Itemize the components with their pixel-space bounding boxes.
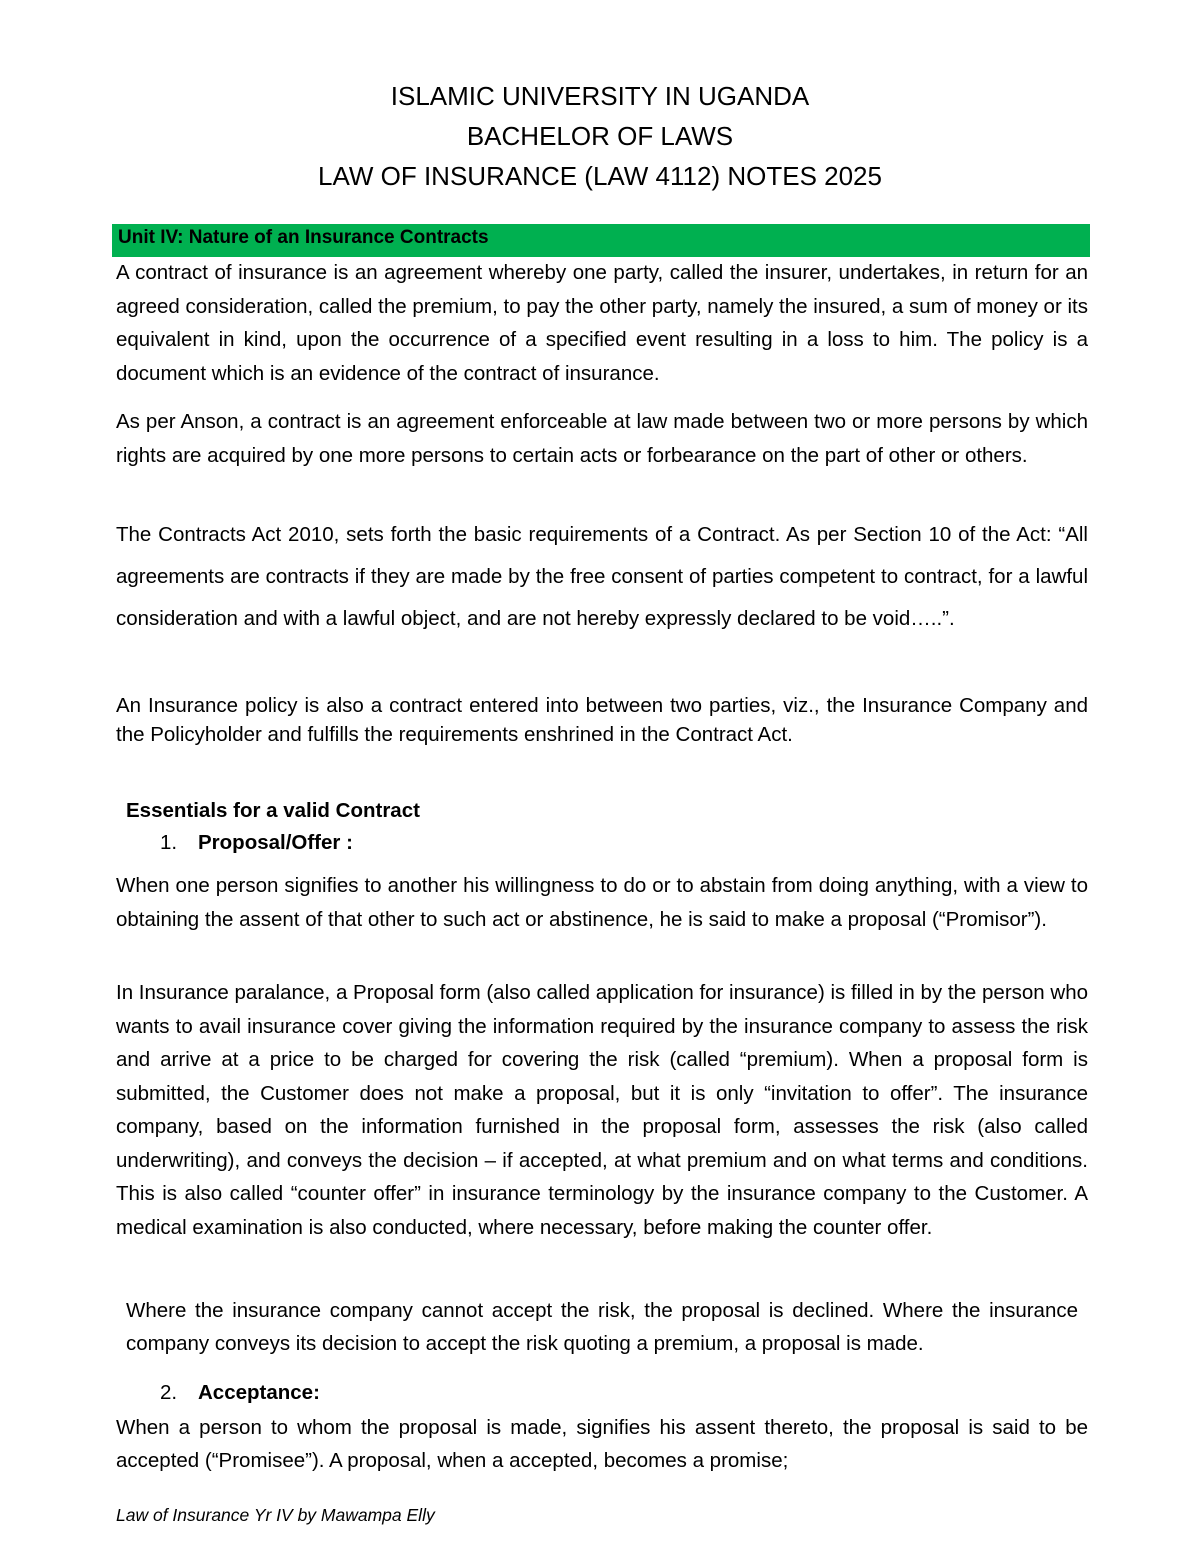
list-number: 1. — [160, 831, 178, 854]
paragraph-proposal-declined: Where the insurance company cannot accept the risk, the proposal is declined. Where the insurance company conveys its decision to accept the risk quoting a premium, a proposal is made. — [126, 1299, 1078, 1355]
list-label: Proposal/Offer : — [198, 831, 353, 854]
list-label: Acceptance: — [198, 1381, 320, 1404]
list-item-acceptance — [160, 1378, 320, 1408]
program-name: BACHELOR OF LAWS — [466, 121, 734, 151]
list-number: 2. — [160, 1381, 178, 1404]
university-name: ISLAMIC UNIVERSITY IN UGANDA — [390, 81, 810, 111]
paragraph-anson: As per Anson, a contract is an agreement enforceable at law made between two or more persons by which rights are acquired by one more persons to certain acts or forbearance on the part of other or others. — [116, 410, 1088, 467]
paragraph-definition: A contract of insurance is an agreement whereby one party, called the insurer, undertakes, in return for an agreed consideration, called the premium, to pay the other party, namely the insured, a sum of money or its equivalent in kind, upon the occurrence of a specified event resulting in a loss to him. The policy is a document which is an evidence of the contract of insurance. — [116, 261, 1088, 385]
document-header — [0, 76, 1200, 196]
unit-heading: Unit IV: Nature of an Insurance Contracts — [112, 224, 1090, 257]
paragraph-proposal-insurance: In Insurance paralance, a Proposal form (also called application for insurance) is filled in by the person who wants to avail insurance cover giving the information required by the insurance company to assess the risk and arrive at a price to be charged for covering the risk (called “premium). When a proposal form is submitted, the Customer does not make a proposal, but it is only “invitation to offer”. The insurance company, based on the information furnished in the proposal form, assesses the risk (also called underwriting), and conveys the decision – if accepted, at what premium and on what terms and conditions. This is also called “counter offer” in insurance terminology by the insurance company to the Customer. A medical examination is also conducted, where necessary, before making the counter offer. — [116, 981, 1088, 1239]
paragraph-insurance-policy: An Insurance policy is also a contract entered into between two parties, viz., the Insurance Company and the Policyholder and fulfills the requirements enshrined in the Contract Act. — [116, 694, 1088, 746]
page-footer: Law of Insurance Yr IV by Mawampa Elly — [116, 1505, 435, 1525]
paragraph-acceptance: When a person to whom the proposal is made, signifies his assent thereto, the proposal is said to be accepted (“Promisee”). A proposal, when a accepted, becomes a promise; — [116, 1416, 1088, 1472]
essentials-heading: Essentials for a valid Contract — [126, 799, 420, 822]
paragraph-contracts-act: The Contracts Act 2010, sets forth the basic requirements of a Contract. As per Section 10 of the Act: “All agreements are contracts if they are made by the free consent of parties competent to contract, for a lawful consideration and with a lawful object, and are not hereby expressly declared to be void…..”. — [116, 523, 1088, 630]
course-title: LAW OF INSURANCE (LAW 4112) NOTES 2025 — [318, 161, 882, 191]
list-item-proposal — [160, 828, 353, 858]
paragraph-proposal-definition: When one person signifies to another his willingness to do or to abstain from doing anything, with a view to obtaining the assent of that other to such act or abstinence, he is said to make a proposal (“Promisor”). — [116, 874, 1088, 931]
